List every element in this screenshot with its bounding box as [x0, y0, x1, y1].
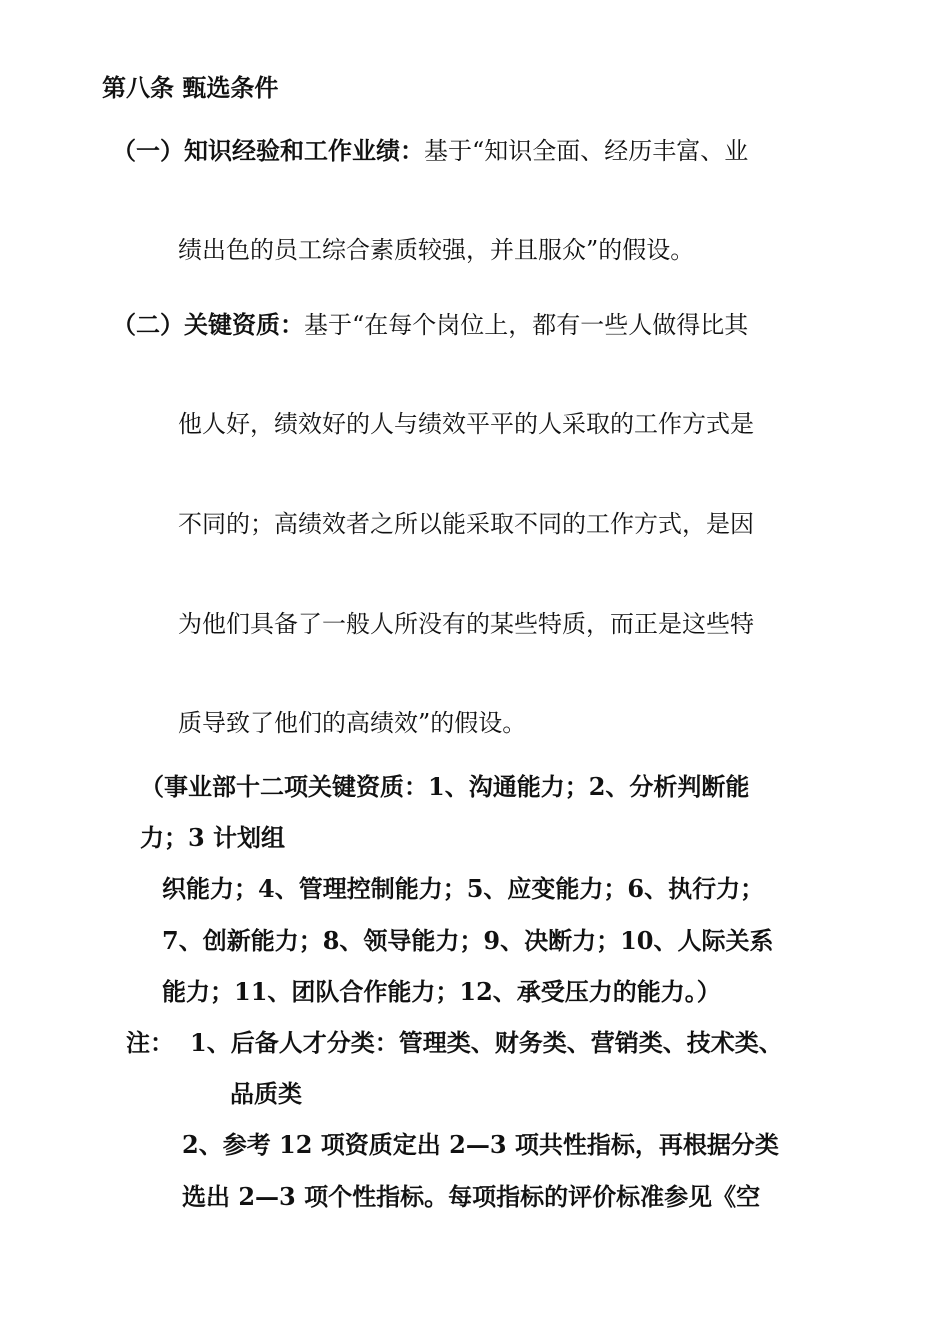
section2-line3: 不同的；高绩效者之所以能采取不同的工作方式，是因: [178, 510, 754, 538]
note1-line1: 1、后备人才分类：管理类、财务类、营销类、技术类、: [190, 1028, 783, 1057]
article-heading: 第八条 甄选条件: [102, 73, 279, 102]
competencies-line4: 7、创新能力；8、领导能力；9、决断力；10、人际关系: [162, 926, 774, 955]
section2-line1: [112, 309, 748, 341]
competencies-line2: 力；3 计划组: [140, 823, 286, 852]
section2-line5: 质导致了他们的高绩效”的假设。: [178, 709, 527, 737]
competencies-line3: 织能力；4、管理控制能力；5、应变能力；6、执行力；: [162, 874, 765, 903]
notes-label: 注：: [126, 1028, 174, 1057]
competencies-line5: 能力；11、团队合作能力；12、承受压力的能力。）: [162, 977, 721, 1006]
note1-line2: 品质类: [230, 1079, 302, 1108]
section2-label: （二）关键资质：: [112, 310, 304, 339]
section1-line2: 绩出色的员工综合素质较强，并且服众”的假设。: [178, 236, 695, 264]
note2-line2: 选出 2—3 项个性指标。每项指标的评价标准参见《空: [182, 1182, 761, 1211]
section1-label: （一）知识经验和工作业绩：: [112, 136, 424, 165]
competencies-line1: （事业部十二项关键资质：1、沟通能力；2、分析判断能: [140, 772, 750, 801]
section1-line1: [112, 135, 748, 167]
section2-text: 基于“在每个岗位上，都有一些人做得比其: [304, 311, 749, 339]
section2-line4: 为他们具备了一般人所没有的某些特质，而正是这些特: [178, 610, 754, 638]
note2-line1: 2、参考 12 项资质定出 2—3 项共性指标，再根据分类: [182, 1130, 779, 1159]
section1-text: 基于“知识全面、经历丰富、业: [424, 137, 749, 165]
section2-line2: 他人好，绩效好的人与绩效平平的人采取的工作方式是: [178, 410, 754, 438]
